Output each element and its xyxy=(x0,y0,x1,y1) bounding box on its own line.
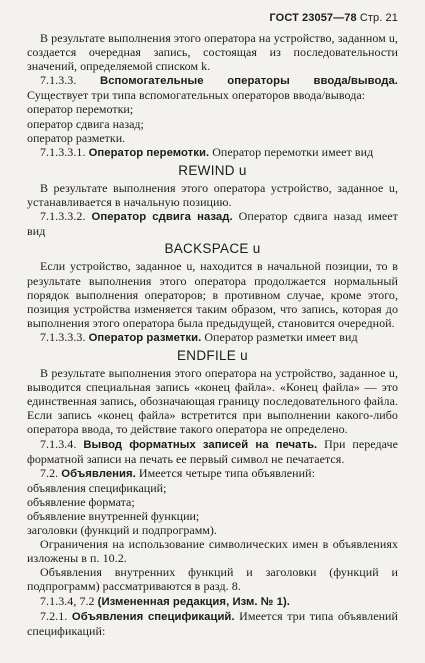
document-body xyxy=(27,31,398,638)
list-item: оператор сдвига назад; xyxy=(27,116,144,131)
section-number: 7.2.1. xyxy=(40,608,68,623)
paragraph: В результате выполнения этого оператора на устройство, заданное u, выводится специальная запись «конец файла». «Конец файла» — это единственная запись, обозначающая границу последовательного файла. Если запись «конец файла» встретится при выполнении какого-либо оператора ввода, то действие такого оператора не определено. xyxy=(27,366,398,437)
section-7-2 xyxy=(27,466,398,481)
section-7-2-1 xyxy=(27,609,398,638)
statement-rewind: REWIND u xyxy=(178,162,247,178)
section-title: Оператор перемотки. xyxy=(88,146,210,159)
paragraph: Объявления внутренних функций и заголовки (функций и подпрограмм) рассматриваются в разд. 8. xyxy=(27,565,398,594)
edit-note-sections: 7.1.3.4, 7.2 xyxy=(40,593,95,608)
list-item: объявления спецификаций; xyxy=(27,480,167,495)
section-title: Вывод форматных записей на печать. xyxy=(83,438,318,451)
section-title: Оператор сдвига назад. xyxy=(91,211,233,224)
section-number: 7.1.3.4. xyxy=(40,436,77,451)
section-7-1-3-3-2 xyxy=(27,209,398,238)
page-number: Стр. 21 xyxy=(359,12,398,24)
section-title: Объявления спецификаций. xyxy=(71,610,235,623)
section-7-1-3-3-3 xyxy=(27,330,398,345)
section-number: 7.2. xyxy=(40,465,59,480)
list-item: оператор разметки. xyxy=(27,130,126,145)
page-header xyxy=(27,12,398,24)
section-text: Существует три типа вспомогательных операторов ввода/вывода: xyxy=(27,88,366,103)
section-number: 7.1.3.3.3. xyxy=(40,329,86,344)
edit-note-text: (Измененная редакция, Изм. № 1). xyxy=(97,595,290,608)
paragraph: Если устройство, заданное u, находится в начальной позиции, то в результате выполнения этого оператора продолжается нормальный порядок выполнения операторов; в противном случае, кроме этого, позиция устройства изменяется таким образом, что запись, которая до выполнения этого оператора была предыдущей, становится очередной. xyxy=(27,259,398,330)
section-7-1-3-4 xyxy=(27,437,398,466)
standard-number: ГОСТ 23057—78 xyxy=(269,12,357,24)
section-text: При передаче форматной записи на печать ее первый символ не печатается. xyxy=(27,436,398,466)
section-7-1-3-3 xyxy=(27,73,398,102)
section-text: Оператор перемотки имеет вид xyxy=(209,144,374,159)
list-item: объявление внутренней функции; xyxy=(27,509,200,523)
list-item: заголовки (функций и подпрограмм). xyxy=(27,523,217,538)
section-number: 7.1.3.3. xyxy=(40,73,77,88)
section-number: 7.1.3.3.1. xyxy=(40,144,86,159)
list-item: объявление формата; xyxy=(27,494,135,509)
statement-backspace: BACKSPACE u xyxy=(164,241,261,257)
section-text: Оператор сдвига назад имеет вид xyxy=(27,209,398,239)
section-title: Оператор разметки. xyxy=(88,331,202,344)
edit-note xyxy=(27,594,398,609)
section-title: Вспомогательные операторы ввода/вывода. xyxy=(100,75,398,88)
list-item: оператор перемотки; xyxy=(27,102,134,117)
paragraph: Ограничения на использование символических имен в объявлениях изложены в п. 10.2. xyxy=(27,537,398,566)
section-number: 7.1.3.3.2. xyxy=(40,209,86,224)
statement-endfile: ENDFILE u xyxy=(177,347,248,363)
section-text: Имеется четыре типа объявлений: xyxy=(135,465,315,480)
paragraph: В результате выполнения этого оператора устройство, заданное u, устанавливается в начальную позицию. xyxy=(27,180,398,210)
section-text: Имеется три типа объявлений спецификаций: xyxy=(27,608,398,638)
paragraph: В результате выполнения этого оператора на устройство, заданном u, создается очередная запись, состоящая из последовательности значений, определяемой списком k. xyxy=(27,31,398,74)
section-text: Оператор разметки имеет вид xyxy=(201,329,358,344)
section-7-1-3-3-1 xyxy=(27,145,398,160)
section-title: Объявления. xyxy=(61,467,136,480)
